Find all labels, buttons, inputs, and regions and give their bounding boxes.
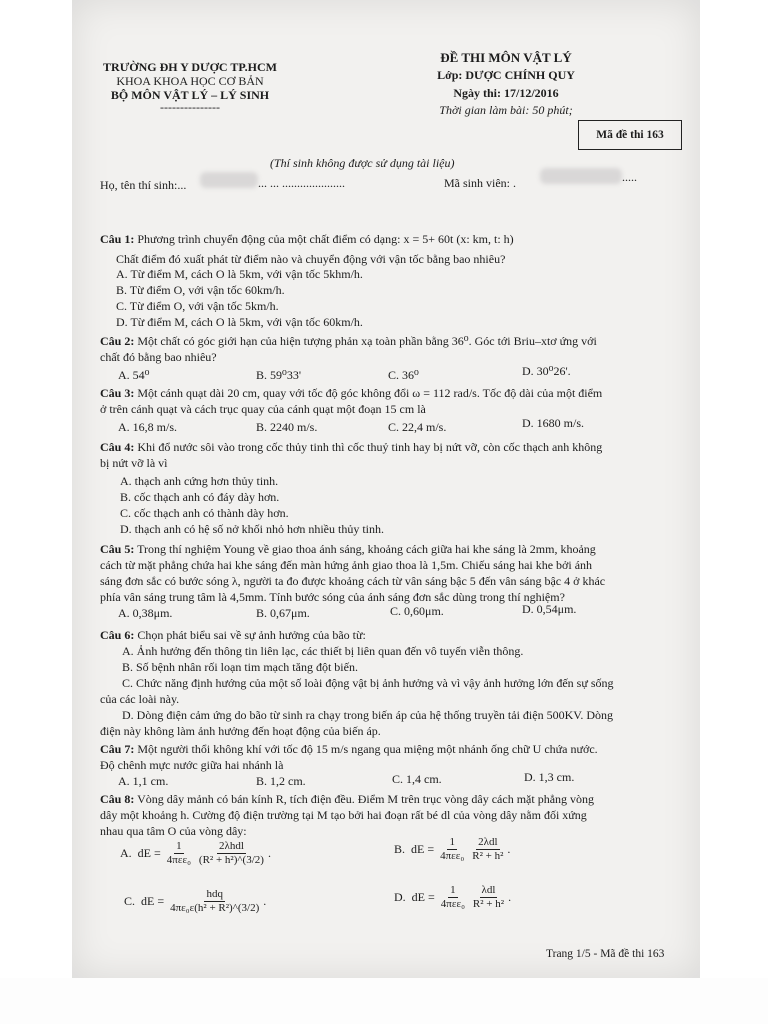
q6-stem: Câu 6: Chọn phát biểu sai về sự ảnh hưởng của bão từ: [100,628,366,642]
q5-stem-line3: sáng đơn sắc có bước sóng λ, người ta đo được khoảng cách từ vân sáng bậc 5 đến vân sáng bậc 4 ở khác [100,574,606,588]
q2-stem-line2: chất đó bằng bao nhiêu? [100,350,217,364]
q7-option-a: A. 1,1 cm. [118,774,169,788]
q8-option-a-lhs: dE = [137,846,161,860]
q8-option-d-tail: . [508,890,512,904]
class-label: Lớp: DƯỢC CHÍNH QUY [437,68,575,82]
q8-option-d-n1: 1 [450,884,456,896]
q8-option-b [394,836,510,863]
exam-code-box: Mã đề thi 163 [578,120,682,150]
q3-stem-line2: ở trên cánh quạt và cách trục quay của cánh quạt một đoạn 15 cm là [100,402,426,416]
q8-option-d [394,884,511,911]
exam-duration: Thời gian làm bài: 50 phút; [439,103,573,117]
q8-option-a-label: A. [120,846,132,860]
q7-option-d: D. 1,3 cm. [524,770,575,784]
q7-option-c: C. 1,4 cm. [392,772,442,786]
q8-option-a [120,840,271,867]
q8-option-c-n1: hdq [206,888,223,900]
q6-option-d: D. Dòng điện cảm ứng do bão từ sinh ra chạy trong biến áp của hệ thống truyền tải điện 500KV. Dòng [122,708,614,722]
q1-subquestion: Chất điểm đó xuất phát từ điểm nào và chuyển động với vận tốc bằng bao nhiêu? [116,252,506,266]
q7-option-b: B. 1,2 cm. [256,774,306,788]
q4-option-d: D. thạch anh có hệ số nở khối nhỏ hơn nhiều thủy tinh. [120,522,384,536]
page-footer: Trang 1/5 - Mã đề thi 163 [546,948,665,960]
q8-option-b-fraction2 [470,836,505,863]
q8-option-b-d1: 4πεε₀ [440,850,465,862]
q8-option-a-tail: . [267,846,271,860]
q8-option-a-n1: 1 [176,840,182,852]
q8-option-d-n2: λdl [481,884,496,896]
redacted-student-id [540,168,622,184]
q8-option-c-tail: . [263,894,267,908]
q5-option-c: C. 0,60μm. [390,604,444,618]
name-dots: ... ... ..................... [258,176,345,190]
q8-option-a-n2: 2λhdl [218,840,244,852]
q1-option-a: A. Từ điểm M, cách O là 5km, với vận tốc 5khm/h. [116,267,363,281]
q5-option-a: A. 0,38μm. [118,606,173,620]
department-name: BỘ MÔN VẬT LÝ – LÝ SINH [110,88,270,102]
q4-option-a: A. thạch anh cứng hơn thủy tinh. [120,474,279,488]
q2-stem-line1: Câu 2: Một chất có góc giới hạn của hiện tượng phản xạ toàn phần bằng 36⁰. Góc tới Briu–xtơ ứng với [100,334,597,348]
q6-option-d-cont: điện này không làm ảnh hưởng đến hoạt động của biến áp. [100,724,381,738]
q8-stem-line3: nhau qua tâm O của vòng dây: [100,824,247,838]
q4-option-c: C. cốc thạch anh có thành dày hơn. [120,506,289,520]
q5-option-d: D. 0,54μm. [522,602,577,616]
q3-option-d: D. 1680 m/s. [522,416,585,430]
q8-option-d-d2: R² + h² [472,898,505,910]
q8-option-a-fraction2 [197,840,266,867]
redacted-name [200,172,258,188]
q8-option-d-fraction1 [439,884,467,911]
q1-option-b: B. Từ điểm O, với vận tốc 60km/h. [116,283,285,297]
q8-option-d-lhs: dE = [411,890,435,904]
q3-option-a: A. 16,8 m/s. [118,420,178,434]
exam-date: Ngày thi: 17/12/2016 [453,86,559,100]
q6-option-c-cont: của các loài này. [100,692,180,706]
q8-option-a-d2: (R² + h²)^(3/2) [198,854,264,866]
name-label: Họ, tên thí sinh:... [100,178,187,192]
exam-title: ĐỀ THI MÔN VẬT LÝ [440,50,572,65]
q6-option-c: C. Chức năng định hướng của một số loài động vật bị ảnh hưởng và vì vậy ảnh hưởng lớn đến sự sống [122,676,614,690]
q2-option-d: D. 30⁰26'. [522,364,571,378]
no-materials-note: (Thí sinh không được sử dụng tài liệu) [270,156,455,170]
q8-option-b-fraction1 [438,836,466,863]
q2-option-b: B. 59⁰33' [256,368,301,382]
q5-stem-line2: cách từ mặt phẳng chứa hai khe sáng đến màn hứng ảnh giao thoa là 1,5m. Chiếu sáng hai khe bởi ánh [100,558,593,572]
q2-option-c: C. 36⁰ [388,368,419,382]
student-id-label: Mã sinh viên: . [444,176,516,190]
q6-option-a: A. Ảnh hưởng đến thông tin liên lạc, các thiết bị liên quan đến vô tuyến viễn thông. [122,644,524,658]
q8-option-c-fraction [168,888,261,915]
q8-option-b-n2: 2λdl [478,836,498,848]
q8-option-a-d1: 4πεε₀ [166,854,191,866]
q8-option-c-d1: 4πε₀ε(h² + R²)^(3/2) [170,902,260,914]
q2-option-a: A. 54⁰ [118,368,150,382]
q3-option-b: B. 2240 m/s. [256,420,318,434]
q8-option-a-fraction1 [165,840,193,867]
q8-option-b-n1: 1 [449,836,455,848]
q8-option-d-d1: 4πεε₀ [440,898,465,910]
q4-stem-line1: Câu 4: Khi đổ nước sôi vào trong cốc thủy tinh thì cốc thuỷ tinh hay bị nứt vỡ, còn cốc thạch anh không [100,440,603,454]
q8-option-d-label: D. [394,890,406,904]
q8-option-b-d2: R² + h² [472,850,504,862]
q3-option-c: C. 22,4 m/s. [388,420,447,434]
q8-option-b-tail: . [507,842,511,856]
school-name: TRƯỜNG ĐH Y DƯỢC TP.HCM [103,60,277,74]
q6-option-b: B. Số bệnh nhân rối loạn tim mạch tăng đột biến. [122,660,358,674]
q1-stem: Câu 1: Phương trình chuyển động của một chất điểm có dạng: x = 5+ 60t (x: km, t: h) [100,232,514,246]
q3-stem-line1: Câu 3: Một cánh quạt dài 20 cm, quay với tốc độ góc không đổi ω = 112 rad/s. Tốc độ dài của một điểm [100,386,603,400]
q1-option-c: C. Từ điểm O, với vận tốc 5km/h. [116,299,279,313]
q4-stem-line2: bị nứt vỡ là vì [100,456,168,470]
q5-option-b: B. 0,67μm. [256,606,310,620]
header-divider: --------------- [160,100,220,114]
q5-stem-line1: Câu 5: Trong thí nghiệm Young về giao thoa ánh sáng, khoảng cách giữa hai khe sáng là 2mm, khoảng [100,542,596,556]
q8-option-b-lhs: dE = [411,842,435,856]
q5-stem-line4: phía vân sáng trung tâm là 4,5mm. Tính bước sóng của ánh sáng đơn sắc dùng trong thí nghiệm? [100,590,565,604]
q7-stem-line2: Độ chênh mực nước giữa hai nhánh là [100,758,284,772]
q1-option-d: D. Từ điểm M, cách O là 5km, với vận tốc 60km/h. [116,315,363,329]
q8-option-b-label: B. [394,842,406,856]
q8-option-d-fraction2 [471,884,506,911]
q7-stem-line1: Câu 7: Một người thổi không khí với tốc độ 15 m/s ngang qua miệng một nhánh ống chữ U chứa nước. [100,742,598,756]
q4-option-b: B. cốc thạch anh có đáy dày hơn. [120,490,280,504]
q8-stem-line1: Câu 8: Vòng dây mảnh có bán kính R, tích điện đều. Điểm M trên trục vòng dây cách mặt phẳng vòng [100,792,595,806]
q8-option-c [124,888,266,915]
student-id-dots: ..... [622,170,637,184]
q8-stem-line2: dây một khoảng h. Cường độ điện trường tại M tạo bởi hai đoạn rất bé dl của vòng dây nằm đối xứng [100,808,587,822]
q8-option-c-lhs: dE = [141,894,165,908]
faculty-name: KHOA KHOA HỌC CƠ BẢN [116,74,264,88]
q8-option-c-label: C. [124,894,136,908]
page-margin [0,978,768,1024]
